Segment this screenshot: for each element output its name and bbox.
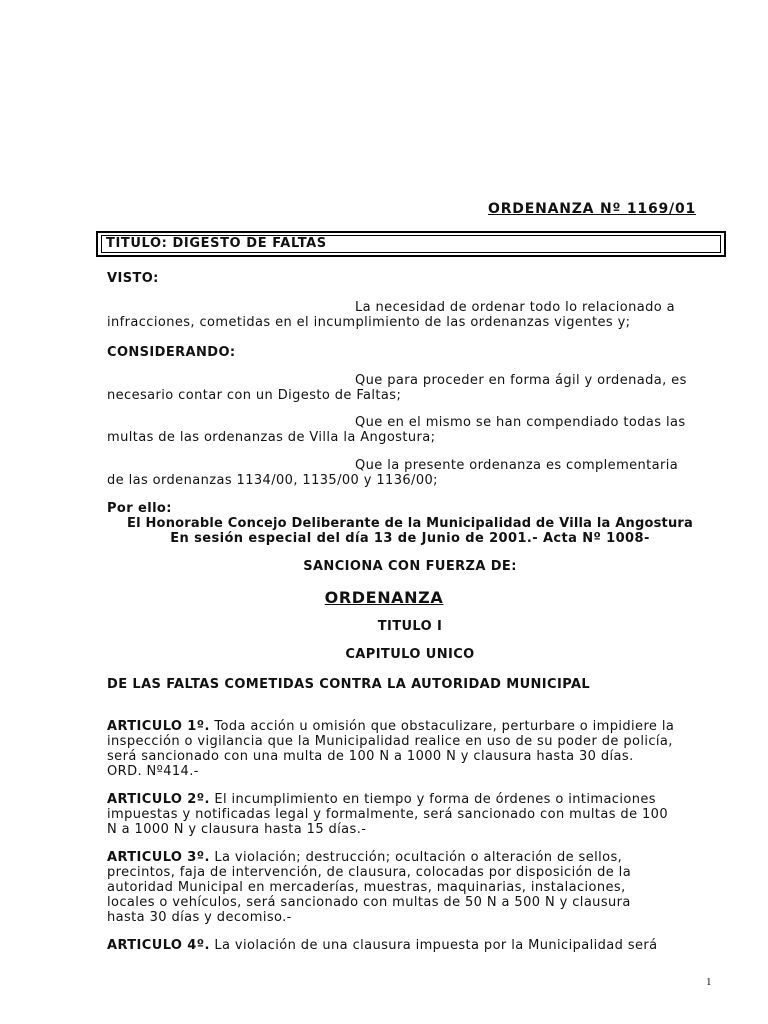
ordinance-number: ORDENANZA Nº 1169/01 <box>488 201 697 217</box>
title-box-text: TITULO: DIGESTO DE FALTAS <box>106 236 327 251</box>
por-ello-heading: Por ello: <box>107 501 172 516</box>
article-3 <box>107 850 715 865</box>
article-4-first-line: La violación de una clausura impuesta por la Municipalidad será <box>209 938 658 953</box>
article-1-label: ARTICULO 1º. <box>107 719 210 734</box>
article-3-line-5: hasta 30 días y decomiso.- <box>107 910 292 925</box>
concejo-line: El Honorable Concejo Deliberante de la Municipalidad de Villa la Angostura <box>127 516 693 531</box>
visto-line-1: La necesidad de ordenar todo lo relacionado a <box>355 300 676 315</box>
visto-heading: VISTO: <box>107 271 159 286</box>
sanciona-line: SANCIONA CON FUERZA DE: <box>303 559 517 574</box>
article-2 <box>107 792 715 807</box>
article-1-line-3: será sancionado con una multa de 100 N a 1000 N y clausura hasta 30 días. <box>107 749 634 764</box>
article-3-first-line: La violación; destrucción; ocultación o alteración de sellos, <box>209 850 623 865</box>
visto-line-2: infracciones, cometidas en el incumplimiento de las ordenanzas vigentes y; <box>107 315 631 330</box>
capitulo-heading: CAPITULO UNICO <box>345 647 475 662</box>
considerando-2-line-2: multas de las ordenanzas de Villa la Angostura; <box>107 430 436 445</box>
article-3-line-2: precintos, faja de intervención, de clausura, colocadas por disposición de la <box>107 865 632 880</box>
page-number: 1 <box>706 976 712 988</box>
article-2-label: ARTICULO 2º. <box>107 792 210 807</box>
section-heading: DE LAS FALTAS COMETIDAS CONTRA LA AUTORIDAD MUNICIPAL <box>107 677 591 692</box>
article-1 <box>107 719 715 734</box>
article-3-line-3: autoridad Municipal en mercaderías, muestras, maquinarias, instalaciones, <box>107 880 626 895</box>
sesion-line: En sesión especial del día 13 de Junio de 2001.- Acta Nº 1008- <box>170 531 650 546</box>
article-2-line-3: N a 1000 N y clausura hasta 15 días.- <box>107 822 367 837</box>
ordenanza-heading: ORDENANZA <box>324 588 444 607</box>
article-1-line-4: ORD. Nº414.- <box>107 764 199 779</box>
titulo-heading: TITULO I <box>377 619 443 634</box>
article-3-label: ARTICULO 3º. <box>107 850 210 865</box>
article-4 <box>107 938 715 953</box>
article-2-first-line: El incumplimiento en tiempo y forma de órdenes o intimaciones <box>209 792 656 807</box>
considerando-1-line-1: Que para proceder en forma ágil y ordenada, es <box>355 373 687 388</box>
considerando-heading: CONSIDERANDO: <box>107 345 236 360</box>
considerando-1-line-2: necesario contar con un Digesto de Faltas; <box>107 388 402 403</box>
article-1-first-line: Toda acción u omisión que obstaculizare, perturbare o impidiere la <box>209 719 675 734</box>
considerando-2-line-1: Que en el mismo se han compendiado todas las <box>355 415 686 430</box>
article-2-line-2: impuestas y notificadas legal y formalmente, será sancionado con multas de 100 <box>107 807 669 822</box>
article-3-line-4: locales o vehículos, será sancionado con multas de 50 N a 500 N y clausura <box>107 895 631 910</box>
title-box <box>96 231 726 257</box>
article-4-label: ARTICULO 4º. <box>107 938 210 953</box>
considerando-3-line-1: Que la presente ordenanza es complementaria <box>355 458 679 473</box>
considerando-3-line-2: de las ordenanzas 1134/00, 1135/00 y 1136/00; <box>107 473 438 488</box>
article-1-line-2: inspección o vigilancia que la Municipalidad realice en uso de su poder de policía, <box>107 734 673 749</box>
